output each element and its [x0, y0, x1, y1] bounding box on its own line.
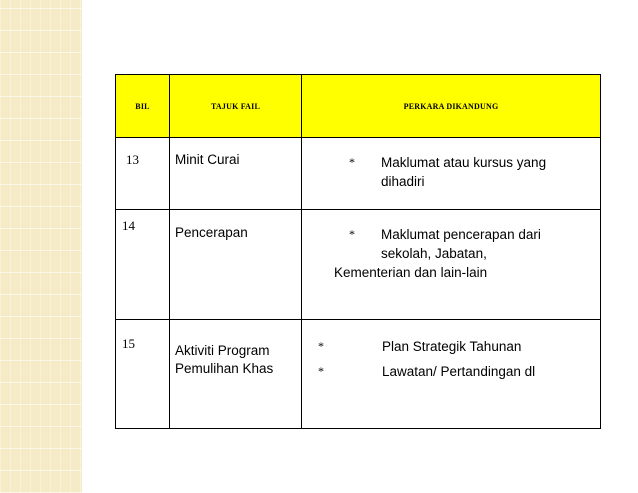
file-title-line: Minit Curai — [175, 152, 240, 168]
content-line: sekolah, Jabatan, — [381, 245, 487, 261]
file-title — [170, 138, 302, 210]
file-title-line: Pencerapan — [175, 224, 248, 240]
header-perkara-dikandung: PERKARA DIKANDUNG — [302, 75, 601, 138]
content-item-text — [381, 153, 600, 191]
file-title-line: Pemulihan Khas — [175, 361, 274, 377]
content-item — [318, 337, 600, 356]
bullet-star: * — [318, 364, 324, 379]
file-title-line: Aktiviti Program — [175, 343, 270, 359]
table-row — [116, 209, 601, 320]
content-item — [349, 225, 600, 263]
content-item-text — [382, 362, 600, 381]
content-line: Plan Strategik Tahunan — [382, 339, 522, 355]
file-title — [170, 209, 302, 320]
content-line: Maklumat pencerapan dari — [381, 226, 541, 242]
row-number: 15 — [116, 320, 170, 429]
content-continuation-line: Kementerian dan lain-lain — [334, 264, 488, 280]
content-line: Lawatan/ Pertandingan dl — [382, 364, 536, 380]
content-item — [349, 153, 600, 191]
content-item — [318, 362, 600, 381]
bullet-star: * — [349, 226, 355, 241]
decorative-side-strip — [0, 0, 82, 493]
header-bil: BIL — [116, 75, 170, 138]
content-item-text — [382, 337, 600, 356]
table-header-row — [116, 75, 601, 138]
row-number: 13 — [116, 138, 170, 210]
content-line: dihadiri — [381, 174, 425, 190]
header-tajuk-fail: TAJUK FAIL — [170, 75, 302, 138]
bullet-star: * — [318, 339, 324, 354]
bullet-star: * — [349, 155, 355, 170]
file-contents-table — [115, 74, 601, 429]
file-title — [170, 320, 302, 429]
file-contents — [302, 209, 601, 320]
file-contents — [302, 320, 601, 429]
table-row — [116, 138, 601, 210]
content-line: Maklumat atau kursus yang — [381, 155, 547, 171]
file-contents — [302, 138, 601, 210]
content-item-text — [381, 225, 600, 263]
row-number: 14 — [116, 209, 170, 320]
table-row — [116, 320, 601, 429]
